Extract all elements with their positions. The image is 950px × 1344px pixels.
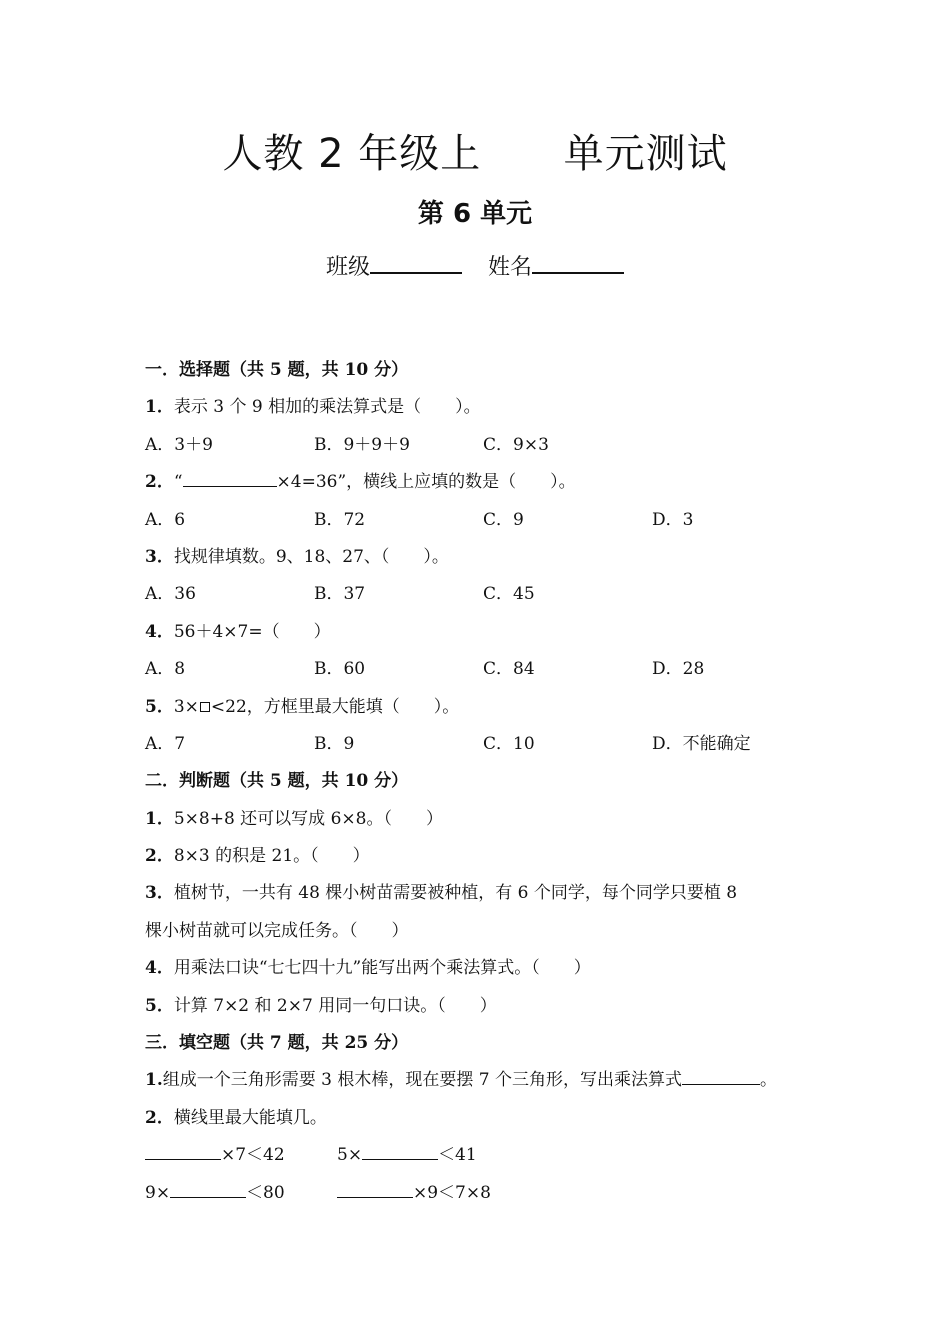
class-blank[interactable] [370,250,462,274]
option-b[interactable]: B．9＋9＋9 [314,434,410,455]
section-heading-judgement: 二．判断题（共 5 题，共 10 分） [145,771,409,792]
option-a[interactable]: A．36 [145,584,196,605]
question-text: 5×8+8 还可以写成 6×8。（ ） [173,808,443,829]
page-title: 人教 2 年级上 单元测试 [222,131,728,177]
fill-row-2 [145,1175,825,1212]
question-2-3 [145,875,825,912]
question-1-3 [145,539,825,576]
question-text-post: ×4=36”，横线上应填的数是（ ）。 [276,472,576,493]
option-a[interactable]: A．7 [145,733,186,754]
question-number: 1. [145,1070,163,1091]
option-c[interactable]: C．10 [483,733,535,754]
fill-item-b [337,1137,529,1174]
question-text: 8×3 的积是 21。（ ） [173,846,370,867]
option-c[interactable]: C．84 [483,659,535,680]
options-1-1 [145,427,825,464]
question-number: 2． [145,1107,174,1128]
question-text: 56＋4×7=（ ） [173,621,331,642]
question-1-1 [145,389,825,426]
question-text-pre: “ [173,472,183,493]
question-text: 用乘法口诀“七七四十九”能写出两个乘法算式。（ ） [173,958,591,979]
option-c[interactable]: C．45 [483,584,535,605]
question-text: 植树节，一共有 48 棵小树苗需要被种植，有 6 个同学，每个同学只要植 8 [173,883,738,904]
question-number: 2． [145,472,174,493]
square-box-icon [200,702,210,712]
question-number: 1． [145,397,174,418]
answer-blank[interactable] [682,1068,760,1085]
answer-blank[interactable] [362,1143,438,1160]
question-text-post: <22，方框里最大能填（ ）。 [210,696,460,717]
question-number: 3． [145,883,174,904]
fill-text: ×9＜7×8 [413,1182,491,1203]
student-info-line [0,250,950,284]
class-label: 班级 [325,255,370,280]
question-number: 3． [145,546,174,567]
question-text: 横线里最大能填几。 [173,1107,327,1128]
answer-blank[interactable] [337,1181,413,1198]
option-b[interactable]: B．60 [314,659,366,680]
question-text: 找规律填数。9、18、27、（ ）。 [173,546,449,567]
question-2-2 [145,838,825,875]
option-c[interactable]: C．9×3 [483,434,549,455]
fill-item-d [337,1175,529,1212]
question-number: 2． [145,846,174,867]
fill-text: ＜41 [438,1145,477,1166]
option-b[interactable]: B．72 [314,509,366,530]
question-text: 表示 3 个 9 相加的乘法算式是（ ）。 [173,397,481,418]
question-2-5 [145,988,825,1025]
option-a[interactable]: A．6 [145,509,186,530]
answer-blank[interactable] [145,1143,221,1160]
option-d[interactable]: D．28 [652,659,705,680]
section-heading-choice: 一．选择题（共 5 题，共 10 分） [145,360,409,380]
question-text: 计算 7×2 和 2×7 用同一句口诀。（ ） [173,995,497,1016]
option-b[interactable]: B．9 [314,733,355,754]
options-1-5 [145,726,825,763]
section-heading-fill: 三．填空题（共 7 题，共 25 分） [145,1033,409,1054]
answer-blank[interactable] [183,470,277,487]
option-c[interactable]: C．9 [483,509,524,530]
options-1-3 [145,576,825,613]
question-text-pre: 3× [173,696,199,717]
question-3-1 [145,1062,825,1099]
question-2-3-cont: 棵小树苗就可以完成任务。（ ） [145,920,409,941]
fill-row-1 [145,1137,825,1174]
question-number: 1． [145,808,174,829]
fill-text: ＜80 [246,1182,285,1203]
fill-text: ×7＜42 [221,1145,285,1166]
option-a[interactable]: A．8 [145,659,186,680]
question-number: 5． [145,995,174,1016]
question-number: 5． [145,696,174,717]
question-number: 4． [145,621,174,642]
question-2-4 [145,950,825,987]
option-b[interactable]: B．37 [314,584,366,605]
unit-subtitle: 第 6 单元 [417,199,533,229]
question-1-5 [145,689,825,726]
options-1-2 [145,502,825,539]
options-1-4 [145,651,825,688]
fill-item-a [145,1137,337,1174]
fill-text: 9× [145,1182,171,1203]
fill-item-c [145,1175,337,1212]
option-d[interactable]: D．不能确定 [652,733,751,754]
question-number: 4． [145,958,174,979]
name-blank[interactable] [532,250,624,274]
question-1-2 [145,464,825,501]
fill-text: 5× [337,1145,363,1166]
question-1-4 [145,614,825,651]
name-label: 姓名 [488,255,533,280]
question-text-end: 。 [760,1070,777,1091]
question-3-2 [145,1100,825,1137]
question-text: 组成一个三角形需要 3 根木棒，现在要摆 7 个三角形，写出乘法算式 [162,1070,682,1091]
answer-blank[interactable] [170,1181,246,1198]
option-d[interactable]: D．3 [652,509,694,530]
exam-content [145,352,825,1212]
question-2-1 [145,801,825,838]
option-a[interactable]: A．3＋9 [145,434,213,455]
